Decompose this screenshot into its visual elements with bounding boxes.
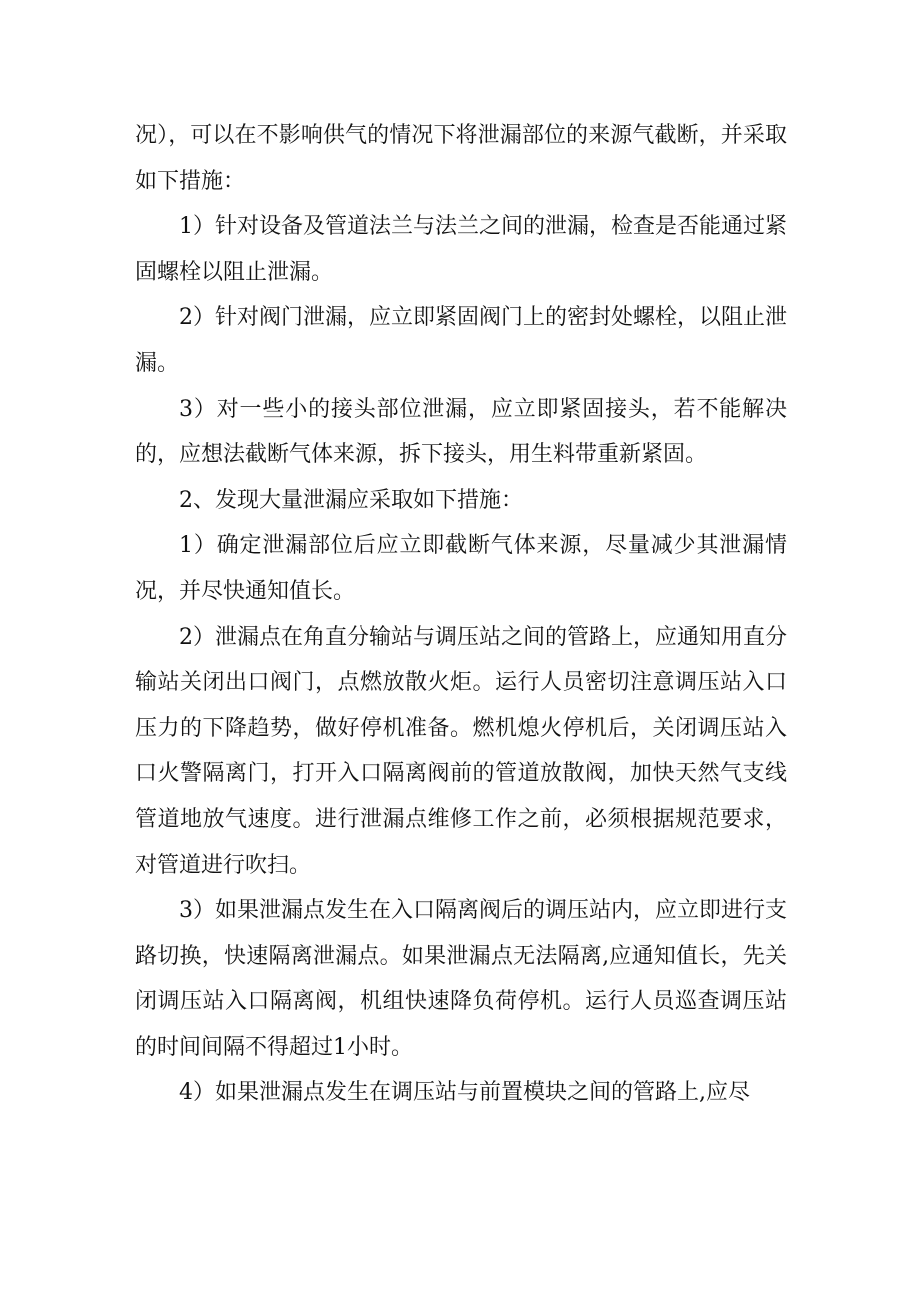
paragraph-6: 2）泄漏点在角直分输站与调压站之间的管路上，应通知用直分输站关闭出口阀门，点燃放散火炬。运行人员密切注意调压站入口压力的下降趋势，做好停机准备。燃机熄火停机后，关闭调压站入口火警隔离门，打开入口隔离阀前的管道放散阀，加快天然气支线管道地放气速度。进行泄漏点维修工作之前，必须根据规范要求，对管道进行吹扫。	[135, 624, 787, 878]
paragraph-1: 1）针对设备及管道法兰与法兰之间的泄漏，检查是否能通过紧固螺栓以阻止泄漏。	[135, 214, 787, 285]
paragraph-5: 1）确定泄漏部位后应立即截断气体来源，尽量减少其泄漏情况，并尽快通知值长。	[135, 533, 787, 604]
paragraph-7: 3）如果泄漏点发生在入口隔离阀后的调压站内，应立即进行支路切换，快速隔离泄漏点。如果泄漏点无法隔离,应通知值长，先关闭调压站入口隔离阀，机组快速降负荷停机。运行人员巡查调压站的时间间隔不得超过1小时。	[135, 898, 787, 1060]
paragraph-3: 3）对一些小的接头部位泄漏，应立即紧固接头，若不能解决的，应想法截断气体来源，拆下接头，用生料带重新紧固。	[135, 396, 787, 468]
paragraph-8: 4）如果泄漏点发生在调压站与前置模块之间的管路上,应尽	[179, 1080, 750, 1106]
paragraph-0: 况），可以在不影响供气的情况下将泄漏部位的来源气截断，并采取如下措施：	[135, 123, 787, 194]
paragraph-4: 2、发现大量泄漏应采取如下措施：	[179, 487, 523, 513]
paragraph-2: 2）针对阀门泄漏，应立即紧固阀门上的密封处螺栓，以阻止泄漏。	[135, 305, 787, 376]
body-text	[135, 113, 787, 1116]
